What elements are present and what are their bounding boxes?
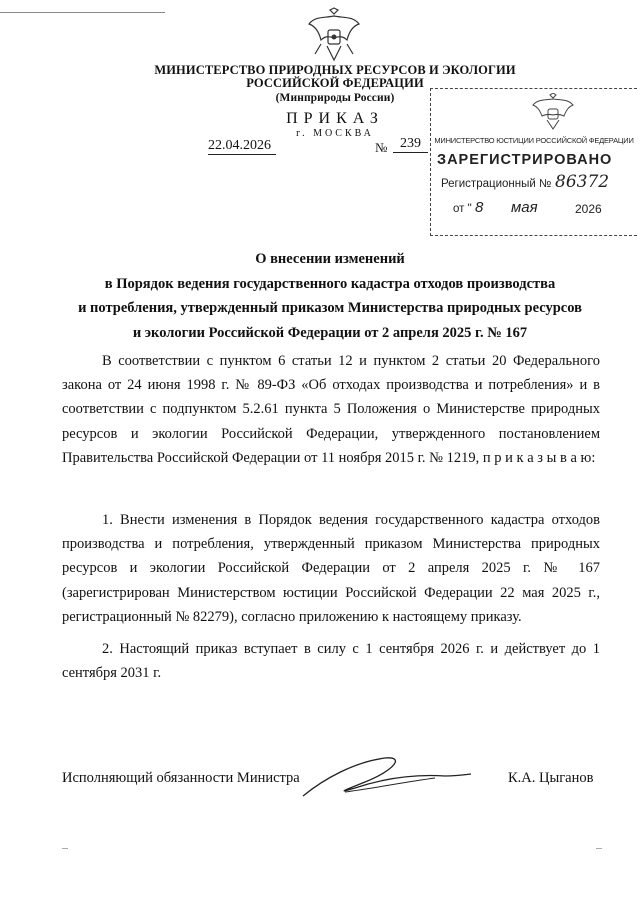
stamp-month: мая [511, 199, 538, 216]
stamp-reg-number: 86372 [555, 172, 610, 192]
document-type: ПРИКАЗ [286, 110, 384, 127]
title-line: в Порядок ведения государственного кадастра отходов производства [104, 275, 556, 292]
preamble-paragraph [62, 349, 600, 470]
stamp-date-label: от " [453, 203, 472, 215]
footer-mark [62, 848, 68, 849]
order-number: 239 [393, 136, 428, 153]
title-line: и экологии Российской Федерации от 2 апреля 2025 г. № 167 [132, 324, 528, 341]
stamp-registered-label: ЗАРЕГИСТРИРОВАНО [437, 152, 613, 168]
ministry-name-line1: МИНИСТЕРСТВО ПРИРОДНЫХ РЕСУРСОВ И ЭКОЛОГИИ [154, 63, 516, 77]
city: г. МОСКВА [296, 128, 374, 139]
title-line: и потребления, утвержденный приказом Министерства природных ресурсов [78, 300, 582, 316]
document-title [60, 247, 600, 345]
stamp-ministry-name: МИНИСТЕРСТВО ЮСТИЦИИ РОССИЙСКОЙ ФЕДЕРАЦИИ [434, 136, 634, 145]
stamp-year: 2026 [575, 202, 602, 216]
stamp-day: 8 [475, 199, 484, 216]
coat-of-arms-emblem-icon [305, 6, 363, 64]
preamble-text: В соответствии с пунктом 6 статьи 12 и пунктом 2 статьи 20 Федерального закона от 24 июня 1998 г. № 89-ФЗ «Об отходах производства и потребления» и в соответствии с подпунктом 5.2.61 пункта 5 Положения о Министерстве природных ресурсов и экологии Российской Федерации, утвержденного постановлением Правительства Российской Федерации от 11 ноября 2015 г. № 1219, п р и к а з ы в а ю: [62, 353, 600, 466]
title-line: О внесении изменений [255, 251, 405, 267]
signatory-position: Исполняющий обязанности Министра [62, 770, 300, 786]
ministry-short-name: (Минприроды России) [275, 92, 395, 104]
item-2-text: 2. Настоящий приказ вступает в силу с 1 сентября 2026 г. и действует до 1 сентября 2031 г. [62, 641, 600, 682]
stamp-reg-number-label: Регистрационный № [441, 178, 552, 190]
item-1-paragraph [62, 508, 600, 629]
stamp-emblem-icon [528, 93, 578, 131]
item-1-text: 1. Внести изменения в Порядок ведения государственного кадастра отходов производства и потребления, утвержденный приказом Министерства природных ресурсов и экологии Российской Федерации от 2 апреля 2025 г. № 167 (зарегистрирован Министерством юстиции Российской Федерации 22 мая 2025 г., регистрационный № 82279), согласно приложению к настоящему приказу. [62, 512, 600, 625]
order-date: 22.04.2026 [208, 138, 276, 155]
registration-stamp [430, 88, 637, 236]
number-label: № [375, 140, 388, 155]
footer-mark [596, 848, 602, 849]
item-2-paragraph [62, 637, 600, 685]
top-edge-line [0, 12, 165, 13]
ministry-name-line2: РОССИЙСКОЙ ФЕДЕРАЦИИ [246, 76, 424, 90]
handwritten-signature-icon [295, 748, 475, 808]
signatory-name: К.А. Цыганов [508, 770, 594, 786]
